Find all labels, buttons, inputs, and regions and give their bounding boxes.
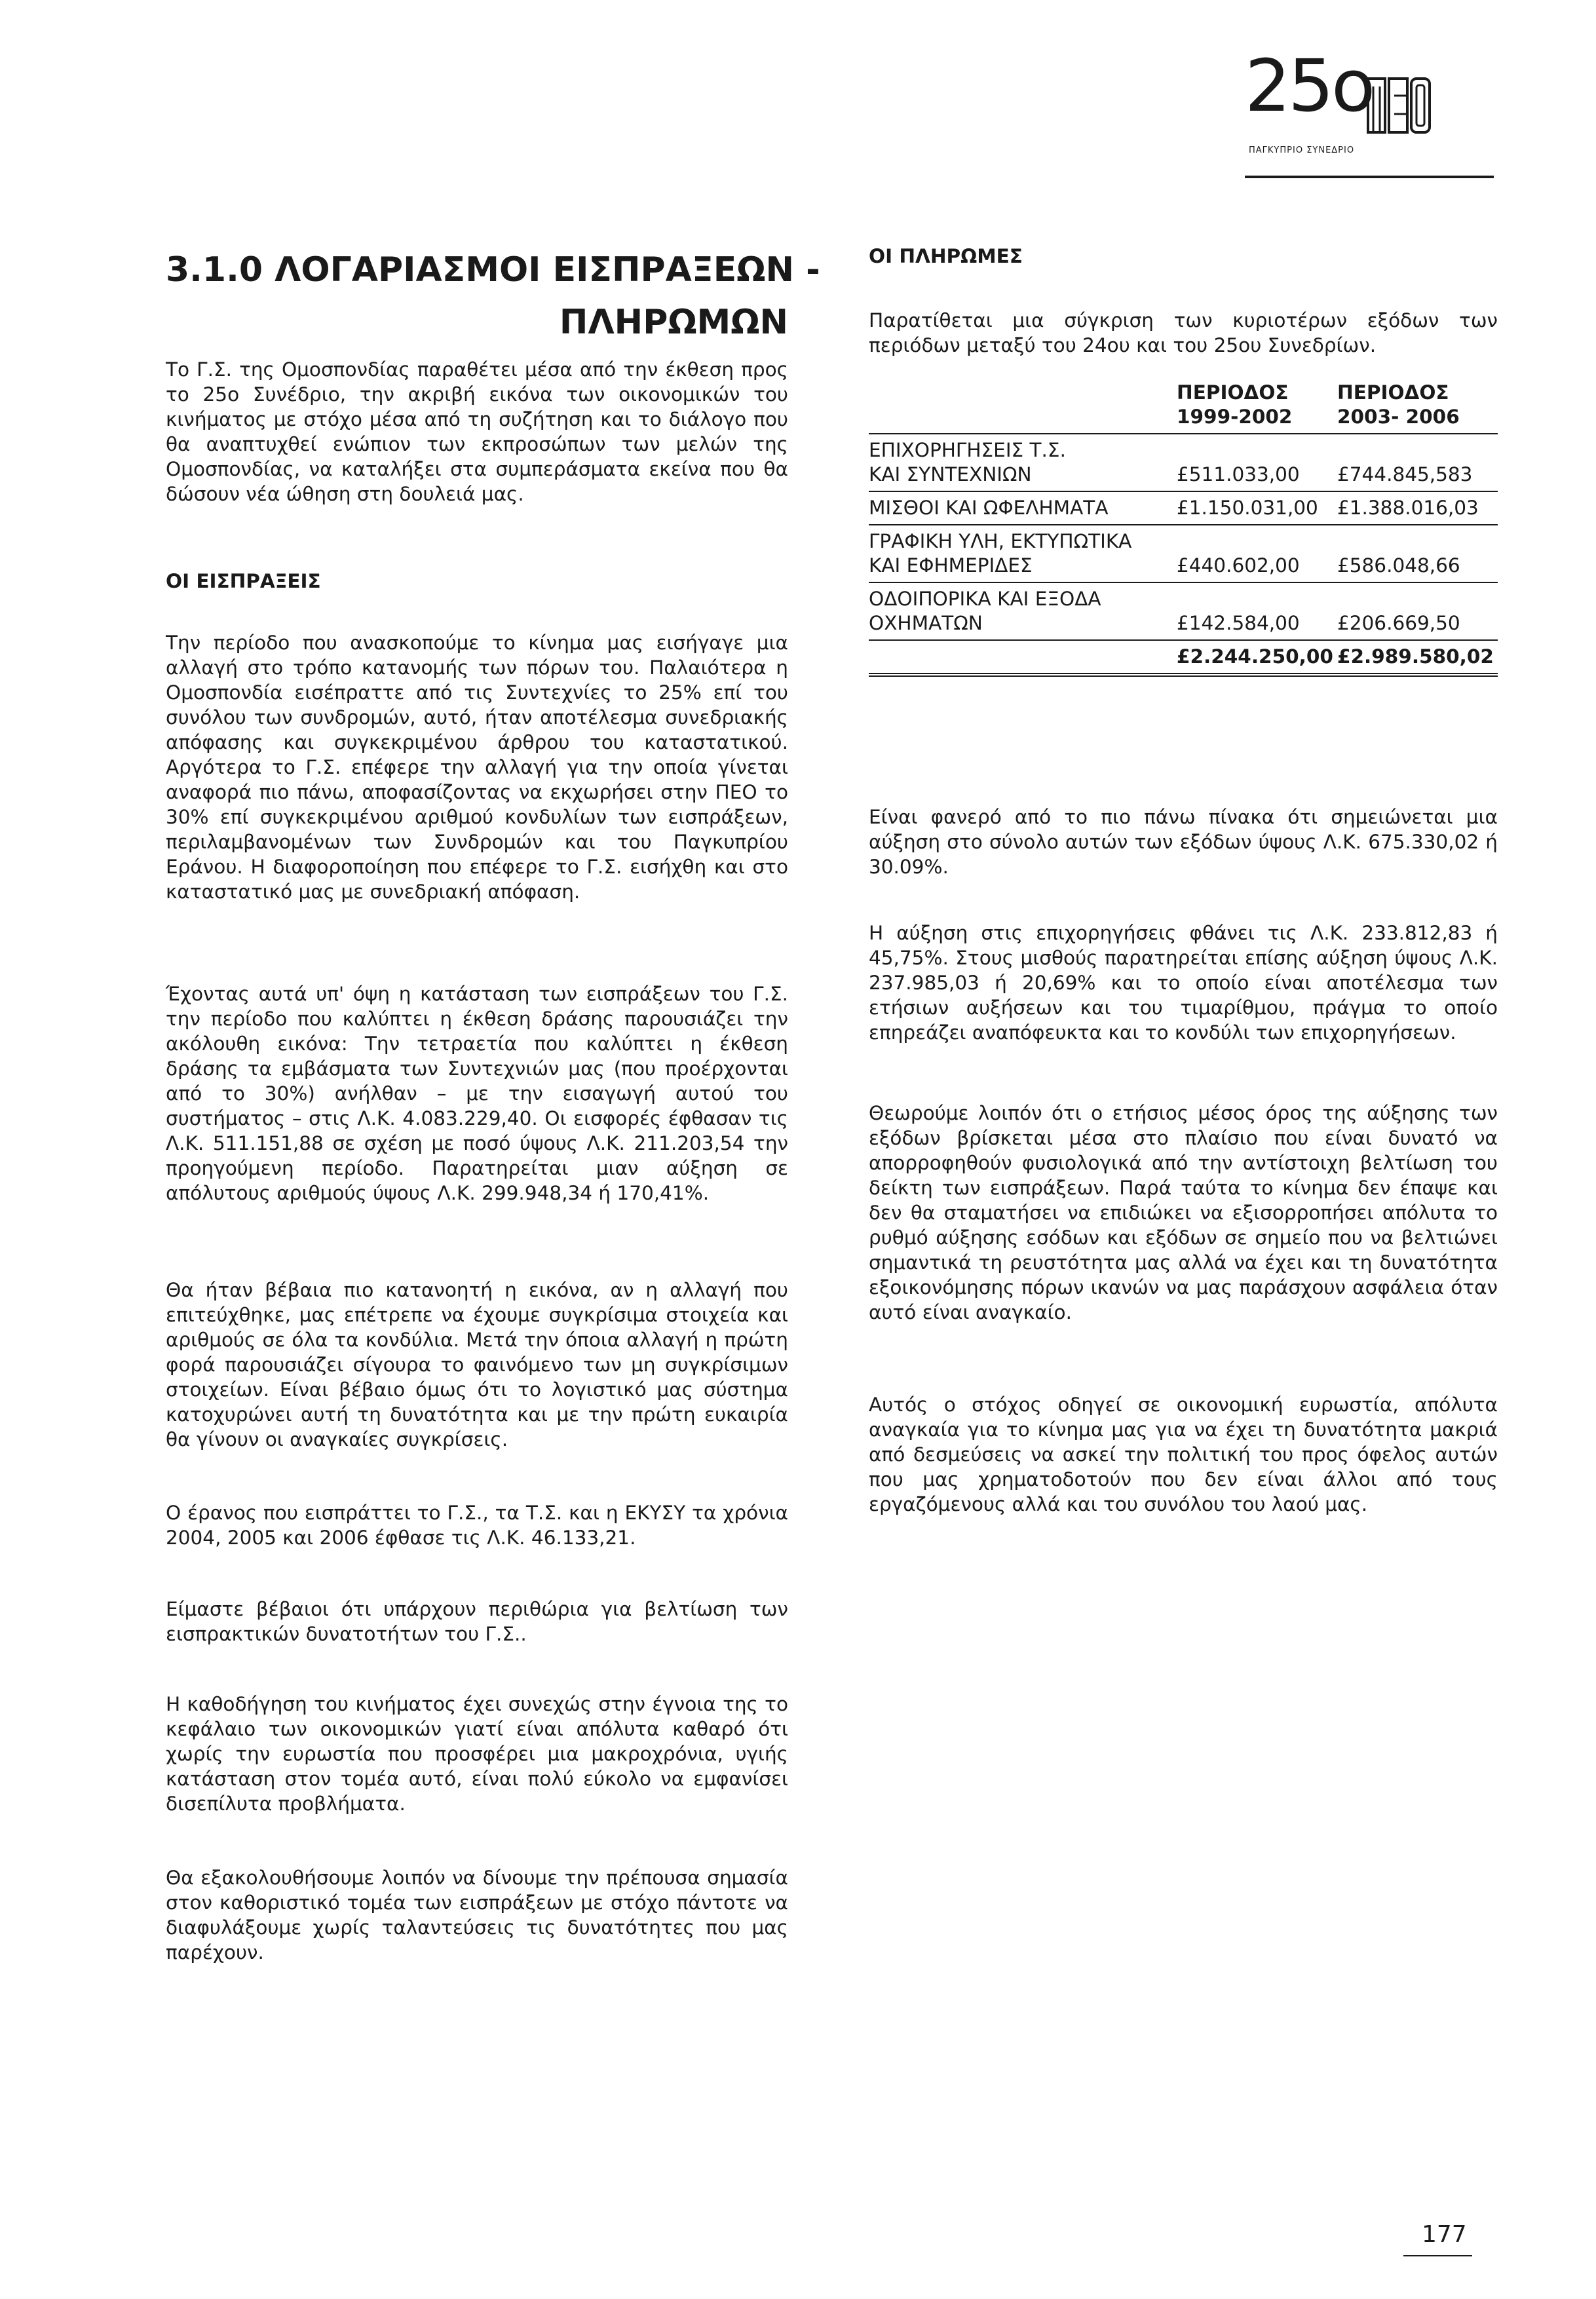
receipts-paragraph-7: Θα εξακολουθήσουμε λοιπόν να δίνουμε την πρέπουσα σημασία στον καθοριστικό τομέα των εισπράξεων με στόχο πάντοτε να διαφυλάξουμε χωρίς ταλαντεύσεις τις δυνατότητες που μας παρέχουν. xyxy=(166,1867,788,1964)
row-label: ΓΡΑΦΙΚΗ ΥΛΗ, ΕΚΤΥΠΩΤΙΚΑ ΚΑΙ ΕΦΗΜΕΡΙΔΕΣ xyxy=(869,525,1177,582)
table-header-row xyxy=(869,377,1498,434)
payments-paragraph-1: Είναι φανερό από το πιο πάνω πίνακα ότι σημειώνεται μια αύξηση στο σύνολο αυτών των εξόδων ύψους Λ.Κ. 675.330,02 ή 30.09%. xyxy=(869,806,1498,878)
table-row xyxy=(869,434,1498,491)
footer-rule xyxy=(1403,2255,1472,2256)
payments-intro: Παρατίθεται μια σύγκριση των κυριοτέρων εξόδων των περιόδων μεταξύ του 24ου και του 25ου Συνεδρίων. xyxy=(869,309,1498,356)
row-value-period-2: £586.048,66 xyxy=(1337,525,1498,582)
payments-paragraph-3: Θεωρούμε λοιπόν ότι ο ετήσιος μέσος όρος της αύξησης των εξόδων βρίσκεται μέσα στο πλαίσιο που είναι δυνατό να απορροφηθούν φυσιολογικά από την αντίστοιχη βελτίωση του δείκτη των εισπράξεων. Παρά ταύτα το κίνημα δεν έπαψε και δεν θα σταματήσει να επιδιώκει να εξισορροπήσει απόλυτα το ρυθμό αύξησης εσόδων και εξόδων σε σημείο που να βελτιώνει σημαντικά τη ρευστότητα μας αλλά να έχει και τη δυνατότητα εξοικονόμησης πόρων ικανών να μας παράσχουν ασφάλεια όταν αυτό είναι αναγκαίο. xyxy=(869,1102,1498,1323)
page-title-line1: 3.1.0 ΛΟΓΑΡΙΑΣΜΟΙ ΕΙΣΠΡΑΞΕΩΝ - xyxy=(166,250,820,290)
expenses-table xyxy=(869,377,1498,677)
table-row xyxy=(869,491,1498,525)
row-value-period-1: £511.033,00 xyxy=(1177,434,1337,491)
row-label: ΕΠΙΧΟΡΗΓΗΣΕΙΣ Τ.Σ. ΚΑΙ ΣΥΝΤΕΧΝΙΩΝ xyxy=(869,434,1177,491)
row-label: ΟΔΟΙΠΟΡΙΚΑ ΚΑΙ ΕΞΟΔΑ ΟΧΗΜΑΤΩΝ xyxy=(869,582,1177,640)
row-value-period-1: £440.602,00 xyxy=(1177,525,1337,582)
receipts-paragraph-4: Ο έρανος που εισπράττει το Γ.Σ., τα Τ.Σ. και η ΕΚΥΣΥ τα χρόνια 2004, 2005 και 2006 έφθασε τις Λ.Κ. 46.133,21. xyxy=(166,1502,788,1549)
total-period-2: £2.989.580,02 xyxy=(1337,640,1498,675)
table-header-period-1: ΠΕΡΙΟΔΟΣ 1999-2002 xyxy=(1177,377,1337,434)
page-number: 177 xyxy=(1422,2221,1467,2248)
table-total-row xyxy=(869,640,1498,675)
receipts-paragraph-1: Την περίοδο που ανασκοπούμε το κίνημα μας εισήγαγε μια αλλαγή στο τρόπο κατανομής των πόρων του. Παλαιότερα η Ομοσπονδία εισέπραττε από τις Συντεχνίες το 25% επί του συνόλου των συνδρομών, αυτό, ήταν αποτέλεσμα συνεδριακής απόφασης και συγκεκριμένου άρθρου του καταστατικού. Αργότερα το Γ.Σ. επέφερε την αλλαγή για την οποία γίνεται αναφορά πιο πάνω, αποφασίζοντας να εκχωρήσει στην ΠΕΟ το 30% επί συγκεκριμένου αριθμού κονδυλίων των εισπράξεων, περιλαμβανομένων των Συνδρομών και του Παγκυπρίου Εράνου. Η διαφοροποίηση που επέφερε το Γ.Σ. εισήχθη και στο καταστατικό μας με συνεδριακή απόφαση. xyxy=(166,632,788,903)
table-header-period-2: ΠΕΡΙΟΔΟΣ 2003- 2006 xyxy=(1337,377,1498,434)
row-value-period-2: £1.388.016,03 xyxy=(1337,491,1498,525)
logo-peo-letters xyxy=(1367,76,1432,135)
total-period-1: £2.244.250,00 xyxy=(1177,640,1337,675)
table-row xyxy=(869,582,1498,640)
intro-paragraph: Το Γ.Σ. της Ομοσπονδίας παραθέτει μέσα από την έκθεση προς το 25ο Συνέδριο, την ακριβή εικόνα των οικονομικών του κινήματος με στόχο μέσα από τη συζήτηση και το διάλογο που θα αναπτυχθεί ενώπιον των εκπροσώπων των μελών της Ομοσπονδίας, να καταλήξει στα συμπεράσματα εκείνα που θα δώσουν νέα ώθηση στη δουλειά μας. xyxy=(166,358,788,505)
row-value-period-2: £744.845,583 xyxy=(1337,434,1498,491)
logo-subtitle: ΠΑΓΚΥΠΡΙΟ ΣΥΝΕΔΡΙΟ xyxy=(1249,145,1355,155)
row-label: ΜΙΣΘΟΙ ΚΑΙ ΩΦΕΛΗΜΑΤΑ xyxy=(869,491,1177,525)
logo xyxy=(1245,44,1500,159)
receipts-paragraph-2: Έχοντας αυτά υπ' όψη η κατάσταση των εισπράξεων του Γ.Σ. την περίοδο που καλύπτει η έκθεση δράσης παρουσιάζει την ακόλουθη εικόνα: Την τετραετία που καλύπτει η έκθεση δράσης τα εμβάσματα των Συντεχνιών μας (που προέρχονται από το 30%) ανήλθαν – με την εισαγωγή αυτού του συστήματος – στις Λ.Κ. 4.083.229,40. Οι εισφορές έφθασαν τις Λ.Κ. 511.151,88 σε σχέση με ποσό ύψους Λ.Κ. 211.203,54 την προηγούμενη περίοδο. Παρατηρείται μιαν αύξηση σε απόλυτους αριθμούς ύψους Λ.Κ. 299.948,34 ή 170,41%. xyxy=(166,983,788,1204)
receipts-paragraph-5: Είμαστε βέβαιοι ότι υπάρχουν περιθώρια για βελτίωση των εισπρακτικών δυνατοτήτων του Γ.Σ.. xyxy=(166,1598,788,1645)
row-value-period-2: £206.669,50 xyxy=(1337,582,1498,640)
payments-paragraph-2: Η αύξηση στις επιχορηγήσεις φθάνει τις Λ.Κ. 233.812,83 ή 45,75%. Στους μισθούς παρατηρείται επίσης αύξηση ύψους Λ.Κ. 237.985,03 ή 20,69% και το οποίο είναι αποτέλεσμα των ετήσιων αυξήσεων και του τιμαρίθμου, πράγμα το οποίο επηρεάζει αναπόφευκτα και το κονδύλι των επιχορηγήσεων. xyxy=(869,922,1498,1044)
payments-heading: ΟΙ ΠΛΗΡΩΜΕΣ xyxy=(869,245,1023,267)
row-value-period-1: £142.584,00 xyxy=(1177,582,1337,640)
table-row xyxy=(869,525,1498,582)
payments-paragraph-4: Αυτός ο στόχος οδηγεί σε οικονομική ευρωστία, απόλυτα αναγκαία για το κίνημα μας για να έχει τη δυνατότητα μακριά από δεσμεύσεις να ασκεί την πολιτική του προς όφελος αυτών που μας χρηματοδοτούν που δεν είναι άλλοι από τους εργαζόμενους αλλά και του συνόλου του λαού μας. xyxy=(869,1394,1498,1515)
row-value-period-1: £1.150.031,00 xyxy=(1177,491,1337,525)
receipts-paragraph-6: Η καθοδήγηση του κινήματος έχει συνεχώς στην έγνοια της το κεφάλαιο των οικονομικών γιατί είναι απόλυτα καθαρό ότι χωρίς την ευρωστία που προσφέρει μια μακροχρόνια, υγιής κατάσταση στον τομέα αυτό, είναι πολύ εύκολο να εμφανίσει δισεπίλυτα προβλήματα. xyxy=(166,1693,788,1815)
page-title xyxy=(166,244,820,349)
receipts-paragraph-3: Θα ήταν βέβαια πιο κατανοητή η εικόνα, αν η αλλαγή που επιτεύχθηκε, μας επέτρεπε να έχουμε συγκρίσιμα στοιχεία και αριθμούς σε όλα τα κονδύλια. Μετά την όποια αλλαγή η πρώτη φορά παρουσιάζει σίγουρα το φαινόμενο των μη συγκρίσιμων στοιχείων. Είναι βέβαιο όμως ότι το λογιστικό μας σύστημα κατοχυρώνει αυτή τη δυνατότητα και με την πρώτη ευκαιρία θα γίνουν οι αναγκαίες συγκρίσεις. xyxy=(166,1279,788,1451)
page-title-line2: ΠΛΗΡΩΜΩΝ xyxy=(559,303,788,342)
logo-number: 25ο xyxy=(1245,44,1373,128)
header-rule xyxy=(1245,176,1494,178)
receipts-heading: ΟΙ ΕΙΣΠΡΑΞΕΙΣ xyxy=(166,570,321,592)
